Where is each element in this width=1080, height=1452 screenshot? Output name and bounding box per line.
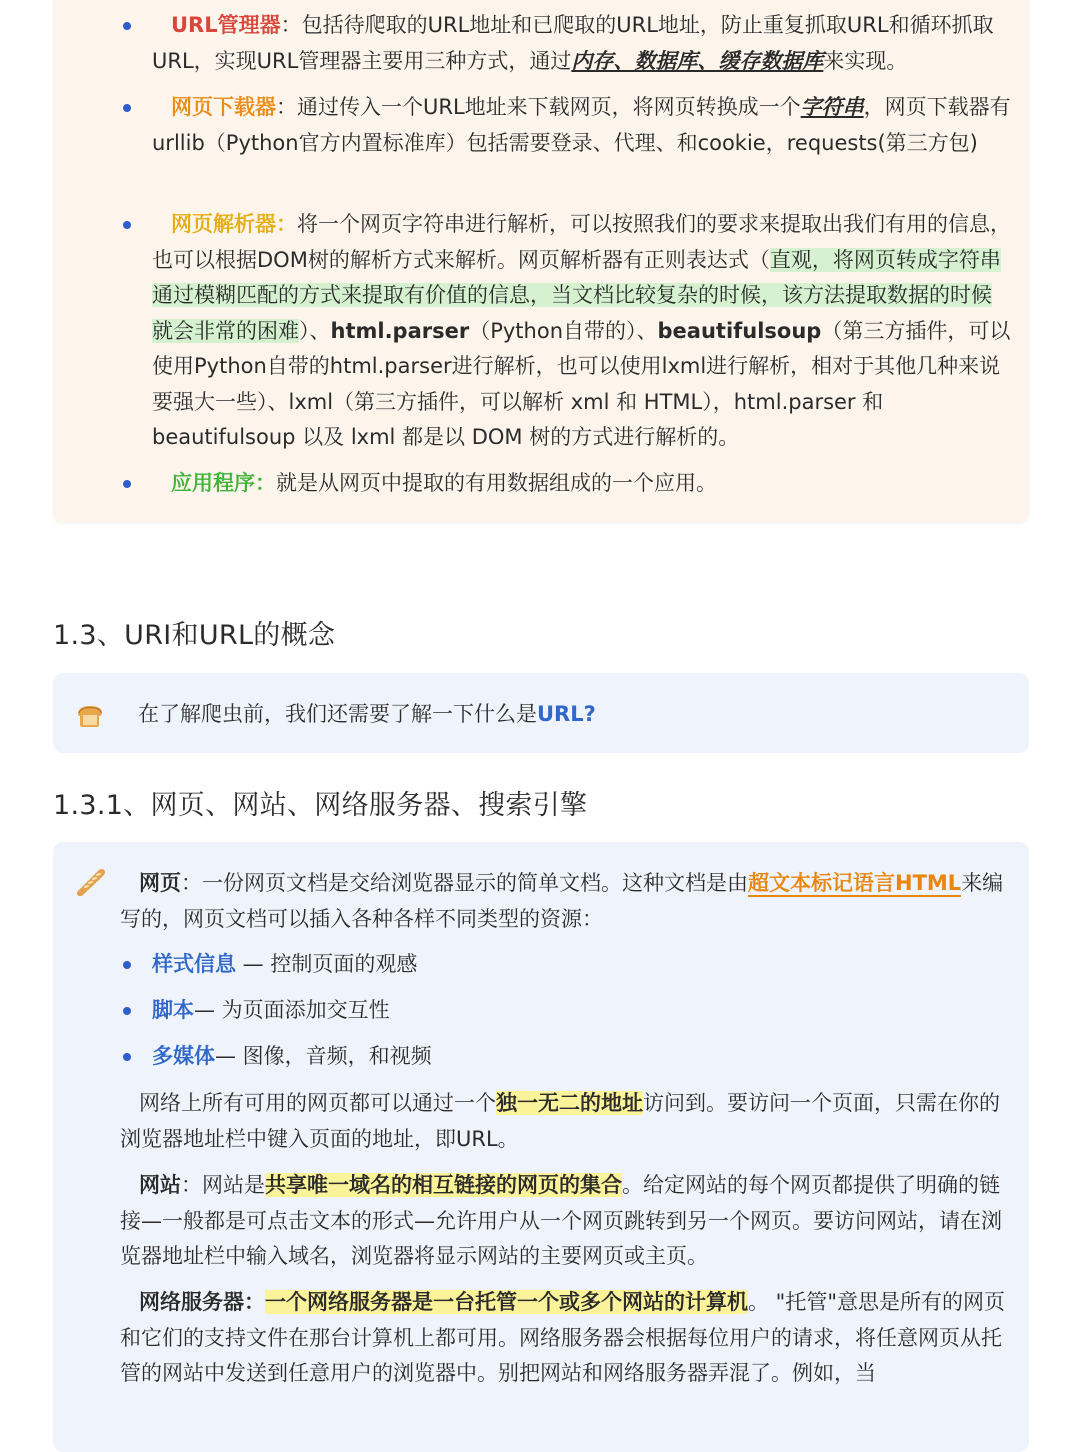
url-callout — [138, 696, 596, 732]
html-link[interactable]: 超文本标记语言HTML — [748, 871, 962, 895]
list-item-downloader — [152, 90, 1012, 161]
list-item — [152, 947, 1012, 983]
resource-label: 多媒体 — [152, 1044, 215, 1068]
resource-text: — 为页面添加交互性 — [194, 998, 390, 1022]
downloader-text: 通过传入一个URL地址来下载网页，将网页转换成一个 — [297, 95, 801, 119]
url-manager-colon: ： — [280, 13, 302, 37]
downloader-text-end: ，网页下载器有urllib（Python官方内置标准库）包括需要登录、代理、和cookie，requests(第三方包) — [152, 95, 1011, 155]
web-server-highlight: 一个网络服务器是一台托管一个或多个网站的计算机 — [265, 1290, 748, 1314]
resource-label: 样式信息 — [152, 952, 236, 976]
webpage-label: 网页 — [139, 871, 181, 895]
webpage-text: ：一份网页文档是交给浏览器显示的简单文档。这种文档是由 — [181, 871, 748, 895]
web-server-label: 网络服务器： — [139, 1290, 265, 1314]
bullet-dot-icon — [123, 961, 131, 969]
downloader-emphasis: 字符串 — [800, 95, 864, 119]
bullet-dot-icon — [123, 22, 131, 30]
website-highlight: 共享唯一域名的相互链接的网页的集合 — [265, 1173, 622, 1197]
website-label: 网站 — [139, 1173, 181, 1197]
list-item-url-manager — [152, 8, 1012, 79]
webpage-text-end: 来编写的，网页文档可以插入各种各样不同类型的资源： — [120, 871, 1004, 931]
resource-text: — 控制页面的观感 — [236, 952, 418, 976]
list-item-parser — [152, 207, 1012, 456]
resource-label: 脚本 — [152, 998, 194, 1022]
web-server-text: 。 "托管"意思是所有的网页和它们的支持文件在那台计算机上都可用。网络服务器会根据每位用户的请求，将任意网页从托管的网站中发送到任意用户的浏览器中。别把网站和网络服务器弄混了。例如，当 — [120, 1290, 1005, 1385]
list-item — [152, 993, 1012, 1029]
url-manager-text-end: 来实现。 — [823, 48, 908, 73]
bullet-dot-icon — [123, 480, 131, 488]
application-label: 应用程序： — [171, 471, 276, 495]
parser-text-4: （第三方插件，可以使用Python自带的html.parser进行解析，也可以使用lxml进行解析，相对于其他几种来说要强大一些）、lxml（第三方插件，可以解析 xml 和 HTML），html.parser 和 beautifulsoup 以及 lxml 都是以 DOM 树的方式进行解析的。 — [152, 318, 1011, 449]
downloader-colon: ： — [276, 95, 297, 119]
section-heading-1-3-1: 1.3.1、网页、网站、网络服务器、搜索引擎 — [53, 790, 588, 821]
section-heading-1-3: 1.3、URI和URL的概念 — [53, 620, 336, 651]
webpage-access-paragraph — [120, 1086, 1008, 1157]
url-manager-emphasis: 内存、数据库、缓存数据库 — [571, 48, 824, 73]
parser-beautifulsoup: beautifulsoup — [657, 318, 822, 343]
parser-label: 网页解析器： — [171, 212, 297, 236]
baguette-icon — [74, 866, 108, 900]
url-link[interactable]: URL? — [537, 702, 596, 726]
callout-text: 在了解爬虫前，我们还需要了解一下什么是 — [138, 702, 537, 726]
parser-html-parser: html.parser — [330, 318, 470, 343]
parser-text: 将一个网页字符串进行解析，可以按照我们的要求来提取出我们有用的信息，也可以根据DOM树的解析方式来解析。网页解析器有正则表达式（ — [152, 212, 1011, 272]
unique-address-highlight: 独一无二的地址 — [496, 1091, 643, 1115]
bullet-dot-icon — [123, 221, 131, 229]
website-definition — [120, 1168, 1008, 1275]
access-text-end: 访问到。要访问一个页面，只需在你的浏览器地址栏中键入页面的地址，即URL。 — [120, 1091, 1000, 1151]
resource-text: — 图像，音频，和视频 — [215, 1044, 432, 1068]
web-server-definition — [120, 1285, 1008, 1392]
website-text-end: 。给定网站的每个网页都提供了明确的链接—一般都是可点击文本的形式—允许用户从一个网页跳转到另一个网页。要访问网站，请在浏览器地址栏中输入域名，浏览器将显示网站的主要网页或主页。 — [120, 1173, 1002, 1268]
access-text: 网络上所有可用的网页都可以通过一个 — [139, 1091, 496, 1115]
parser-text-2: ）、 — [299, 318, 331, 343]
parser-regex-highlight: 直观，将网页转成字符串通过模糊匹配的方式来提取有价值的信息，当文档比较复杂的时候，该方法提取数据的时候就会非常的困难 — [152, 247, 1001, 343]
list-item — [152, 1039, 1012, 1075]
website-text: ：网站是 — [181, 1173, 265, 1197]
downloader-label: 网页下载器 — [171, 95, 276, 119]
bullet-dot-icon — [123, 104, 131, 112]
application-text: 就是从网页中提取的有用数据组成的一个应用。 — [276, 471, 717, 495]
bullet-dot-icon — [123, 1053, 131, 1061]
url-manager-text: 包括待爬取的URL地址和已爬取的URL地址，防止重复抓取URL和循环抓取URL，实现URL管理器主要用三种方式，通过 — [152, 13, 994, 73]
bread-icon — [75, 700, 105, 730]
webpage-definition — [120, 866, 1008, 937]
list-item-application — [152, 466, 1012, 502]
bullet-dot-icon — [123, 1007, 131, 1015]
url-manager-label: URL管理器 — [171, 13, 281, 37]
parser-text-3: （Python自带的）、 — [469, 318, 658, 343]
